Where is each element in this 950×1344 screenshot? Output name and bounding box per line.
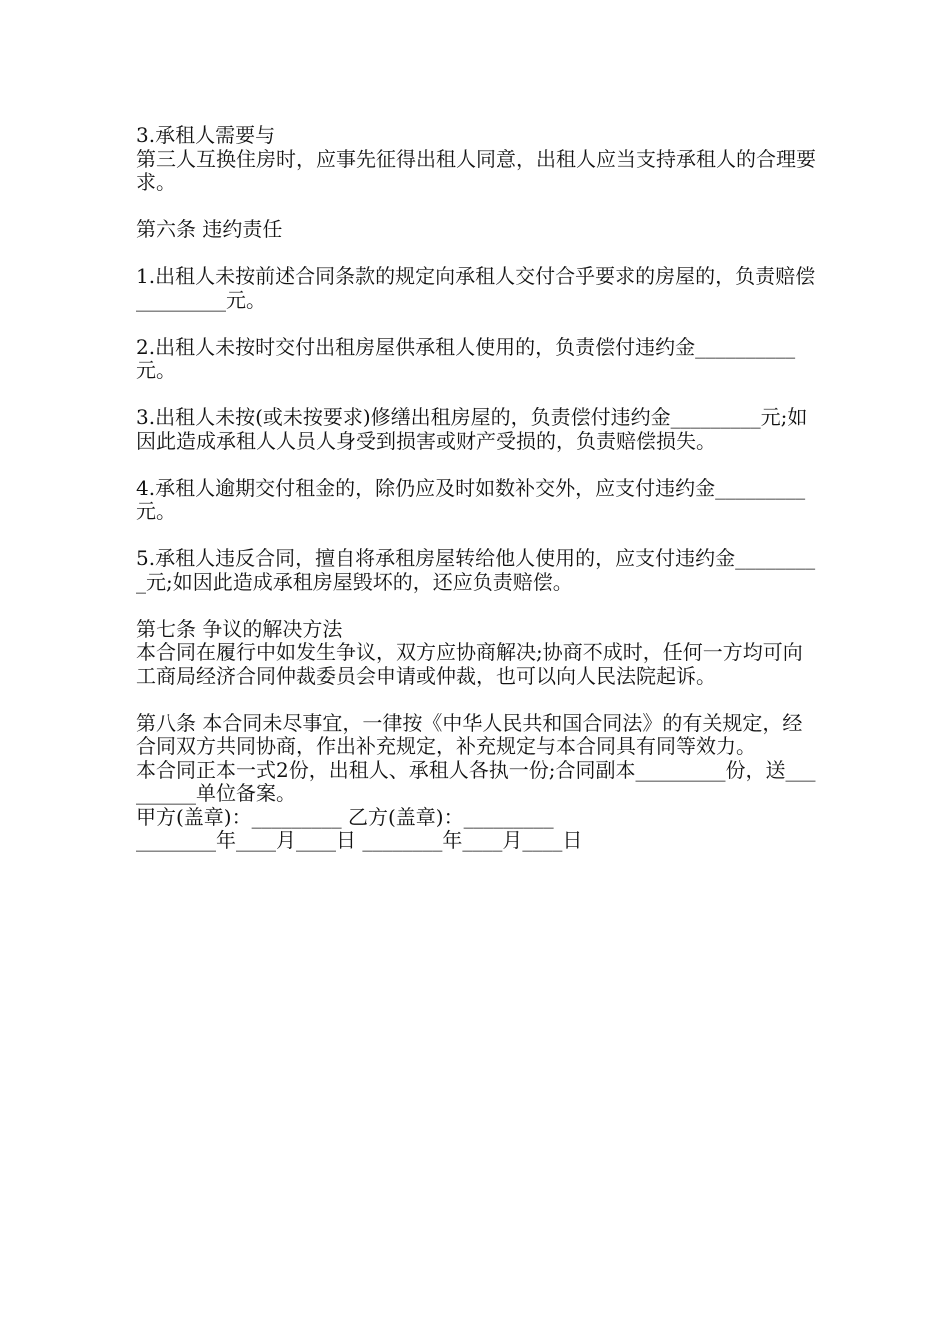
contract-paragraph: 3.出租人未按(或未按要求)修缮出租房屋的，负责偿付违约金_________元;如因此造成承租人人员人身受到损害或财产受损的，负责赔偿损失。: [136, 405, 808, 453]
contract-paragraph: 2.出租人未按时交付出租房屋供承租人使用的，负责偿付违约金__________元。: [136, 334, 796, 382]
paragraph-gap: [136, 383, 816, 407]
paragraph-gap: [136, 453, 816, 477]
contract-paragraph: 第六条 违约责任: [136, 217, 283, 241]
paragraph-gap: [136, 524, 816, 548]
paragraph-gap: [136, 594, 816, 618]
contract-paragraph: 5.承租人违反合同，擅自将承租房屋转给他人使用的，应支付违约金_________元;如因此造成承租房屋毁坏的，还应负责赔偿。: [136, 546, 816, 594]
contract-paragraph: 3.承租人需要与 第三人互换住房时，应事先征得出租人同意，出租人应当支持承租人的合理要求。: [136, 123, 816, 194]
contract-paragraph: 4.承租人逾期交付租金的，除仍应及时如数补交外，应支付违约金_________元。: [136, 475, 806, 523]
paragraph-gap: [136, 312, 816, 336]
paragraph-gap: [136, 195, 816, 219]
paragraph-gap: [136, 242, 816, 266]
paragraph-gap: [136, 688, 816, 712]
contract-page: [136, 124, 816, 853]
contract-paragraph: 1.出租人未按前述合同条款的规定向承租人交付合乎要求的房屋的，负责赔偿_________元。: [136, 264, 816, 312]
contract-paragraph: 第七条 争议的解决方法 本合同在履行中如发生争议，双方应协商解决;协商不成时，任何一方均可向工商局经济合同仲裁委员会申请或仲裁，也可以向人民法院起诉。: [136, 616, 803, 688]
contract-paragraph: 第八条 本合同未尽事宜，一律按《中华人民共和国合同法》的有关规定，经合同双方共同协商，作出补充规定，补充规定与本合同具有同等效力。 本合同正本一式2份，出租人、承租人各执一份;合同副本_________份，送_________单位备案。 甲方(盖章)：_________ 乙方(盖章)：_________ ________年____月____日 ________年____月____日: [136, 710, 816, 852]
